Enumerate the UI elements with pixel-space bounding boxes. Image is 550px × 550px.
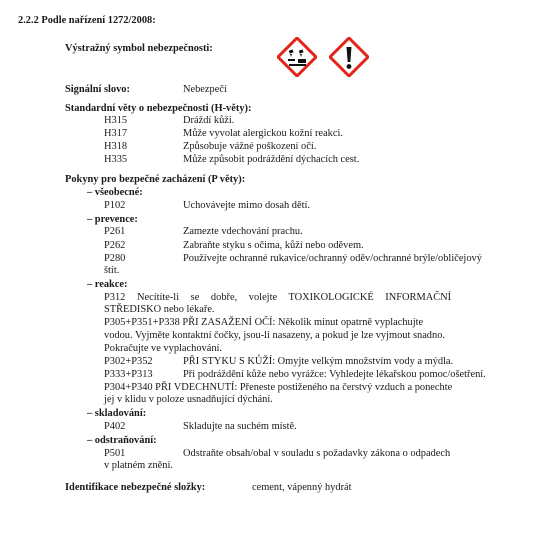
h-text: Způsobuje vážné poškození očí. <box>183 141 317 152</box>
p-text: Při podráždění kůže nebo vyrážce: Vyhledejte lékařskou pomoc/ošetření. <box>183 369 486 380</box>
p-text: Zamezte vdechování prachu. <box>183 226 303 237</box>
p305-line: P305+P351+P338 PŘI ZASAŽENÍ OČÍ: Několik minut opatrně vyplachujte <box>104 317 424 328</box>
exclamation-mark-pictogram-icon <box>329 37 369 77</box>
p-code: P261 <box>104 226 126 237</box>
h-code: H318 <box>104 141 128 152</box>
p-code: P501 <box>104 448 126 459</box>
p-code: P302+P352 <box>104 356 153 367</box>
p-code: P402 <box>104 421 126 432</box>
p-text: Uchovávejte mimo dosah dětí. <box>183 200 310 211</box>
p-text: PŘI STYKU S KŮŽÍ: Omyjte velkým množstvím vody a mýdla. <box>183 356 454 367</box>
ident-label: Identifikace nebezpečné složky: <box>65 482 206 493</box>
section-heading: 2.2.2 Podle nařízení 1272/2008: <box>18 15 156 26</box>
p304-line: P304+P340 PŘI VDECHNUTÍ: Přeneste postiženého na čerstvý vzduch a ponechte <box>104 382 453 393</box>
p-text: Zabraňte styku s očima, kůží nebo oděvem. <box>183 240 364 251</box>
p312-continuation: STŘEDISKO nebo lékaře. <box>104 304 215 315</box>
p-code: P262 <box>104 240 126 251</box>
storage-label: – skladování: <box>87 408 147 419</box>
h-text: Může způsobit podráždění dýchacích cest. <box>183 154 360 165</box>
h-code: H335 <box>104 154 128 165</box>
h-statements-heading: Standardní věty o nebezpečnosti (H-věty): <box>65 103 252 114</box>
p305-line: vodou. Vyjměte kontaktní čočky, jsou-li nasazeny, a pokud je lze vyjmout snadno. <box>104 330 445 341</box>
ident-value: cement, vápenný hydrát <box>252 482 352 493</box>
p312-line: P312 Necítíte-li se dobře, volejte TOXIKOLOGICKÉ INFORMAČNÍ <box>104 292 452 303</box>
p-text-continuation: štít. <box>104 265 120 276</box>
h-text: Může vyvolat alergickou kožní reakci. <box>183 128 343 139</box>
signal-word-label: Signální slovo: <box>65 84 130 95</box>
disposal-label: – odstraňování: <box>87 435 157 446</box>
corrosion-pictogram-icon <box>277 37 317 77</box>
p-statements-heading: Pokyny pro bezpečné zacházení (P věty): <box>65 174 246 185</box>
prevention-label: – prevence: <box>87 214 138 225</box>
response-label: – reakce: <box>87 279 128 290</box>
p-text: Používejte ochranné rukavice/ochranný oděv/ochranné brýle/obličejový <box>183 253 482 264</box>
hazard-symbol-label: Výstražný symbol nebezpečnosti: <box>65 43 213 54</box>
p-code: P102 <box>104 200 126 211</box>
p-text: Odstraňte obsah/obal v souladu s požadavky zákona o odpadech <box>183 448 451 459</box>
general-label: – všeobecné: <box>87 187 143 198</box>
h-code: H315 <box>104 115 128 126</box>
p-text-continuation: v platném znění. <box>104 460 173 471</box>
p-code: P280 <box>104 253 126 264</box>
h-text: Dráždí kůži. <box>183 115 235 126</box>
p304-line: jej v klidu v poloze usnadňující dýchání. <box>104 394 273 405</box>
signal-word-value: Nebezpečí <box>183 84 227 95</box>
p-code: P333+P313 <box>104 369 153 380</box>
h-code: H317 <box>104 128 128 139</box>
p-text: Skladujte na suchém místě. <box>183 421 297 432</box>
p305-line: Pokračujte ve vyplachování. <box>104 343 223 354</box>
